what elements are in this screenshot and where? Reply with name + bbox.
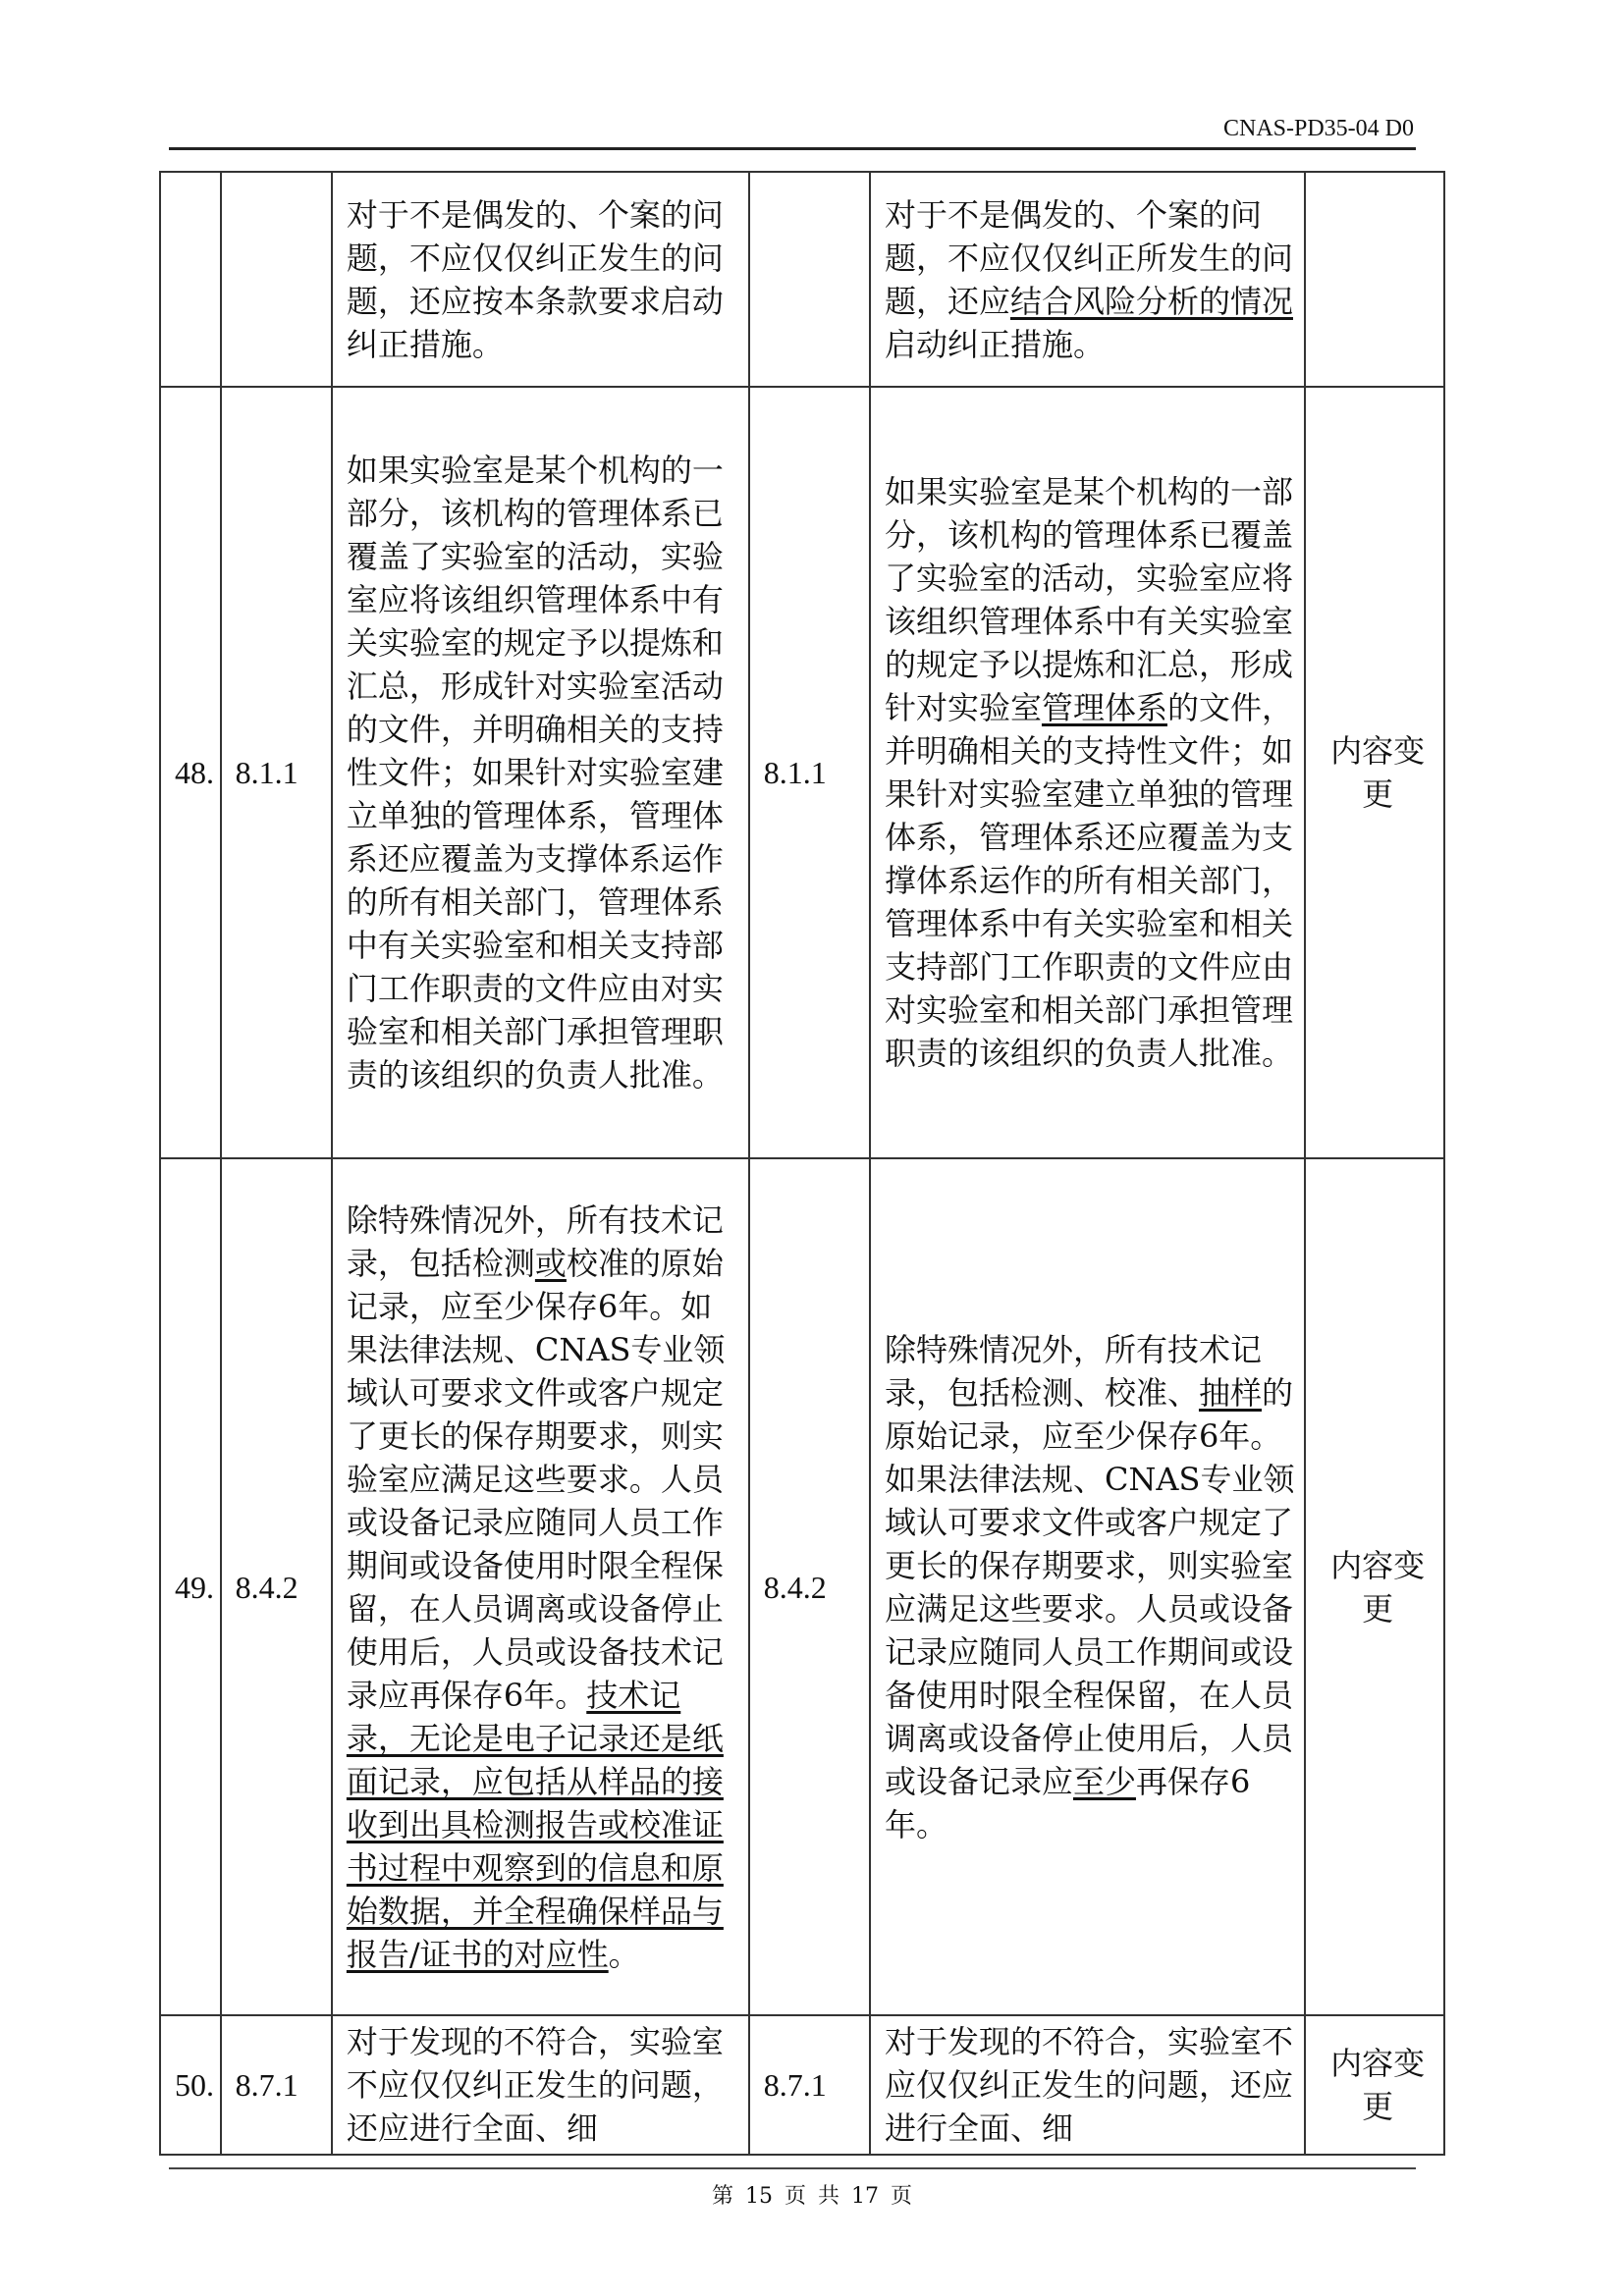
old-clause: 8.1.1: [221, 387, 332, 1158]
old-text: 除特殊情况外，所有技术记录，包括检测或校准的原始记录，应至少保存6年。如果法律法规、CNAS专业领域认可要求文件或客户规定了更长的保存期要求，则实验室应满足这些要求。人员或设备记录应随同人员工作期间或设备使用时限全程保留，在人员调离或设备停止使用后，人员或设备技术记录应再保存6年。技术记录，无论是电子记录还是纸面记录，应包括从样品的接收到出具检测报告或校准证书过程中观察到的信息和原始数据，并全程确保样品与报告/证书的对应性。: [332, 1158, 749, 2015]
row-number: 50.: [160, 2015, 221, 2155]
row-number: 48.: [160, 387, 221, 1158]
table-row: [160, 2015, 1444, 2155]
table-row: [160, 1158, 1444, 2015]
change-type: 内容变更: [1305, 1158, 1444, 2015]
new-text: 对于不是偶发的、个案的问题，不应仅仅纠正所发生的问题，还应结合风险分析的情况启动纠正措施。: [870, 172, 1305, 387]
new-clause: 8.1.1: [749, 387, 870, 1158]
new-clause: [749, 172, 870, 387]
table-row: [160, 172, 1444, 387]
old-text: 如果实验室是某个机构的一部分，该机构的管理体系已覆盖了实验室的活动，实验室应将该组织管理体系中有关实验室的规定予以提炼和汇总，形成针对实验室活动的文件，并明确相关的支持性文件；如果针对实验室建立单独的管理体系，管理体系还应覆盖为支撑体系运作的所有相关部门，管理体系中有关实验室和相关支持部门工作职责的文件应由对实验室和相关部门承担管理职责的该组织的负责人批准。: [332, 387, 749, 1158]
change-type: 内容变更: [1305, 2015, 1444, 2155]
row-number: [160, 172, 221, 387]
page-number: 第 15 页 共 17 页: [711, 2184, 913, 2209]
new-text: 如果实验室是某个机构的一部分，该机构的管理体系已覆盖了实验室的活动，实验室应将该组织管理体系中有关实验室的规定予以提炼和汇总，形成针对实验室管理体系的文件，并明确相关的支持性文件；如果针对实验室建立单独的管理体系，管理体系还应覆盖为支撑体系运作的所有相关部门，管理体系中有关实验室和相关支持部门工作职责的文件应由对实验室和相关部门承担管理职责的该组织的负责人批准。: [870, 387, 1305, 1158]
comparison-table: [159, 171, 1445, 2156]
old-clause: 8.4.2: [221, 1158, 332, 2015]
old-clause: 8.7.1: [221, 2015, 332, 2155]
old-text: 对于不是偶发的、个案的问题，不应仅仅纠正发生的问题，还应按本条款要求启动纠正措施。: [332, 172, 749, 387]
footer-divider: [169, 2167, 1416, 2169]
table-row: [160, 387, 1444, 1158]
old-text: 对于发现的不符合，实验室不应仅仅纠正发生的问题，还应进行全面、细: [332, 2015, 749, 2155]
new-text: 除特殊情况外，所有技术记录，包括检测、校准、抽样的原始记录，应至少保存6年。如果法律法规、CNAS专业领域认可要求文件或客户规定了更长的保存期要求，则实验室应满足这些要求。人员或设备记录应随同人员工作期间或设备使用时限全程保留，在人员调离或设备停止使用后，人员或设备记录应至少再保存6年。: [870, 1158, 1305, 2015]
change-type: [1305, 172, 1444, 387]
new-clause: 8.4.2: [749, 1158, 870, 2015]
header-divider: [169, 147, 1416, 150]
document-code: CNAS-PD35-04 D0: [1222, 116, 1414, 141]
old-clause: [221, 172, 332, 387]
change-type: 内容变更: [1305, 387, 1444, 1158]
new-text: 对于发现的不符合，实验室不应仅仅纠正发生的问题，还应进行全面、细: [870, 2015, 1305, 2155]
row-number: 49.: [160, 1158, 221, 2015]
new-clause: 8.7.1: [749, 2015, 870, 2155]
